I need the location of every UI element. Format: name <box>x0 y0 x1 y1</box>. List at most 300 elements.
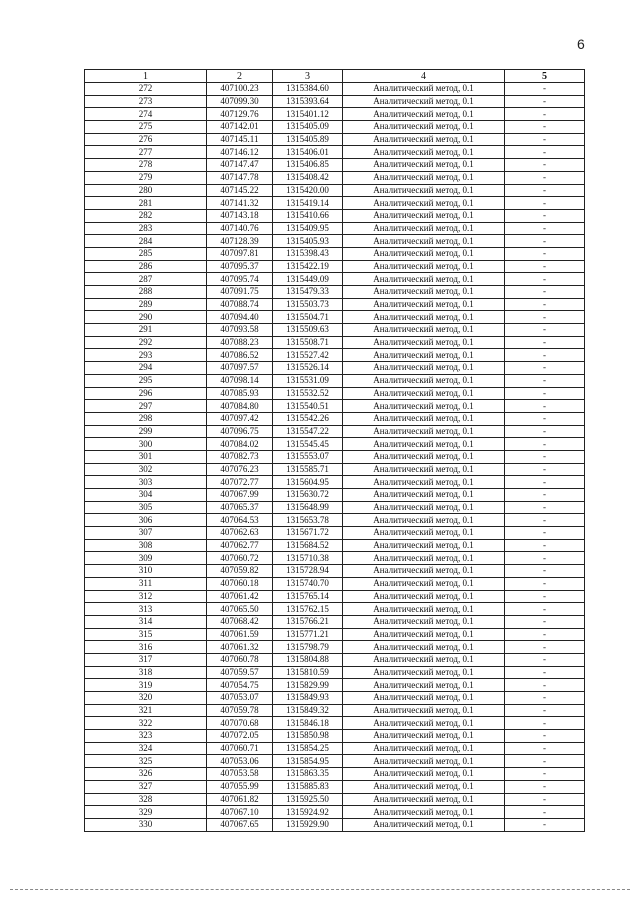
cell-y-coordinate: 1315924.92 <box>273 806 343 819</box>
cell-y-coordinate: 1315503.73 <box>273 298 343 311</box>
cell-x-coordinate: 407061.82 <box>207 793 273 806</box>
cell-x-coordinate: 407143.18 <box>207 209 273 222</box>
cell-method-accuracy: Аналитический метод, 0.1 <box>343 730 505 743</box>
cell-note: - <box>505 628 585 641</box>
cell-y-coordinate: 1315420.00 <box>273 184 343 197</box>
cell-x-coordinate: 407086.52 <box>207 349 273 362</box>
cell-point-number: 307 <box>85 527 207 540</box>
cell-point-number: 296 <box>85 387 207 400</box>
cell-note: - <box>505 704 585 717</box>
cell-point-number: 300 <box>85 438 207 451</box>
cell-note: - <box>505 806 585 819</box>
cell-method-accuracy: Аналитический метод, 0.1 <box>343 374 505 387</box>
cell-method-accuracy: Аналитический метод, 0.1 <box>343 818 505 831</box>
table-row <box>85 108 585 121</box>
cell-y-coordinate: 1315846.18 <box>273 717 343 730</box>
cell-y-coordinate: 1315405.93 <box>273 235 343 248</box>
cell-point-number: 314 <box>85 615 207 628</box>
cell-method-accuracy: Аналитический метод, 0.1 <box>343 742 505 755</box>
cell-point-number: 316 <box>85 641 207 654</box>
cell-method-accuracy: Аналитический метод, 0.1 <box>343 793 505 806</box>
cell-method-accuracy: Аналитический метод, 0.1 <box>343 438 505 451</box>
cell-point-number: 325 <box>85 755 207 768</box>
cell-x-coordinate: 407068.42 <box>207 615 273 628</box>
cell-note: - <box>505 730 585 743</box>
cell-method-accuracy: Аналитический метод, 0.1 <box>343 133 505 146</box>
cell-x-coordinate: 407095.37 <box>207 260 273 273</box>
cell-method-accuracy: Аналитический метод, 0.1 <box>343 121 505 134</box>
cell-method-accuracy: Аналитический метод, 0.1 <box>343 400 505 413</box>
cell-note: - <box>505 133 585 146</box>
cell-note: - <box>505 489 585 502</box>
cell-note: - <box>505 171 585 184</box>
cell-y-coordinate: 1315804.88 <box>273 653 343 666</box>
table-row <box>85 565 585 578</box>
table-row <box>85 590 585 603</box>
cell-method-accuracy: Аналитический метод, 0.1 <box>343 628 505 641</box>
cell-note: - <box>505 412 585 425</box>
cell-note: - <box>505 666 585 679</box>
table-row <box>85 450 585 463</box>
table-row <box>85 806 585 819</box>
cell-method-accuracy: Аналитический метод, 0.1 <box>343 222 505 235</box>
cell-y-coordinate: 1315406.01 <box>273 146 343 159</box>
cell-y-coordinate: 1315449.09 <box>273 273 343 286</box>
cell-point-number: 272 <box>85 83 207 96</box>
cell-point-number: 273 <box>85 95 207 108</box>
cell-method-accuracy: Аналитический метод, 0.1 <box>343 273 505 286</box>
cell-method-accuracy: Аналитический метод, 0.1 <box>343 615 505 628</box>
cell-method-accuracy: Аналитический метод, 0.1 <box>343 260 505 273</box>
cell-note: - <box>505 768 585 781</box>
cell-point-number: 291 <box>85 324 207 337</box>
table-row <box>85 768 585 781</box>
cell-y-coordinate: 1315653.78 <box>273 514 343 527</box>
cell-method-accuracy: Аналитический метод, 0.1 <box>343 247 505 260</box>
cell-x-coordinate: 407064.53 <box>207 514 273 527</box>
cell-method-accuracy: Аналитический метод, 0.1 <box>343 641 505 654</box>
cell-y-coordinate: 1315504.71 <box>273 311 343 324</box>
cell-note: - <box>505 260 585 273</box>
table-row <box>85 298 585 311</box>
cell-x-coordinate: 407128.39 <box>207 235 273 248</box>
cell-point-number: 282 <box>85 209 207 222</box>
cell-note: - <box>505 336 585 349</box>
cell-y-coordinate: 1315929.90 <box>273 818 343 831</box>
header-row <box>85 70 585 83</box>
cell-y-coordinate: 1315409.95 <box>273 222 343 235</box>
cell-y-coordinate: 1315527.42 <box>273 349 343 362</box>
cell-note: - <box>505 565 585 578</box>
cell-note: - <box>505 501 585 514</box>
table-row <box>85 793 585 806</box>
cell-y-coordinate: 1315542.26 <box>273 412 343 425</box>
cell-x-coordinate: 407085.93 <box>207 387 273 400</box>
cell-y-coordinate: 1315710.38 <box>273 552 343 565</box>
cell-x-coordinate: 407059.82 <box>207 565 273 578</box>
cell-x-coordinate: 407061.59 <box>207 628 273 641</box>
cell-note: - <box>505 463 585 476</box>
table-row <box>85 717 585 730</box>
header-col-2: 2 <box>207 70 273 83</box>
cell-x-coordinate: 407053.58 <box>207 768 273 781</box>
cell-x-coordinate: 407054.75 <box>207 679 273 692</box>
cell-point-number: 294 <box>85 362 207 375</box>
header-col-5: 5 <box>505 70 585 83</box>
table-row <box>85 311 585 324</box>
cell-point-number: 324 <box>85 742 207 755</box>
table-row <box>85 425 585 438</box>
cell-method-accuracy: Аналитический метод, 0.1 <box>343 184 505 197</box>
cell-note: - <box>505 184 585 197</box>
cell-point-number: 281 <box>85 197 207 210</box>
cell-note: - <box>505 247 585 260</box>
cell-note: - <box>505 717 585 730</box>
cell-method-accuracy: Аналитический метод, 0.1 <box>343 704 505 717</box>
cell-method-accuracy: Аналитический метод, 0.1 <box>343 590 505 603</box>
cell-method-accuracy: Аналитический метод, 0.1 <box>343 653 505 666</box>
cell-x-coordinate: 407094.40 <box>207 311 273 324</box>
cell-x-coordinate: 407060.72 <box>207 552 273 565</box>
cell-x-coordinate: 407098.14 <box>207 374 273 387</box>
table-row <box>85 501 585 514</box>
cell-x-coordinate: 407088.23 <box>207 336 273 349</box>
cell-note: - <box>505 324 585 337</box>
cell-point-number: 298 <box>85 412 207 425</box>
table-row <box>85 260 585 273</box>
cell-method-accuracy: Аналитический метод, 0.1 <box>343 476 505 489</box>
cell-point-number: 306 <box>85 514 207 527</box>
cell-y-coordinate: 1315508.71 <box>273 336 343 349</box>
cell-x-coordinate: 407070.68 <box>207 717 273 730</box>
cell-point-number: 327 <box>85 780 207 793</box>
cell-x-coordinate: 407097.81 <box>207 247 273 260</box>
table-row <box>85 273 585 286</box>
cell-method-accuracy: Аналитический метод, 0.1 <box>343 463 505 476</box>
cell-x-coordinate: 407053.06 <box>207 755 273 768</box>
cell-method-accuracy: Аналитический метод, 0.1 <box>343 336 505 349</box>
cell-y-coordinate: 1315766.21 <box>273 615 343 628</box>
cell-x-coordinate: 407091.75 <box>207 286 273 299</box>
cell-method-accuracy: Аналитический метод, 0.1 <box>343 298 505 311</box>
cell-point-number: 295 <box>85 374 207 387</box>
cell-x-coordinate: 407055.99 <box>207 780 273 793</box>
cell-x-coordinate: 407072.77 <box>207 476 273 489</box>
cell-note: - <box>505 374 585 387</box>
cell-point-number: 284 <box>85 235 207 248</box>
cell-y-coordinate: 1315762.15 <box>273 603 343 616</box>
cell-y-coordinate: 1315405.89 <box>273 133 343 146</box>
cell-x-coordinate: 407093.58 <box>207 324 273 337</box>
cell-y-coordinate: 1315829.99 <box>273 679 343 692</box>
cell-method-accuracy: Аналитический метод, 0.1 <box>343 95 505 108</box>
cell-point-number: 320 <box>85 692 207 705</box>
table-row <box>85 235 585 248</box>
cell-y-coordinate: 1315547.22 <box>273 425 343 438</box>
table-row <box>85 489 585 502</box>
cell-point-number: 302 <box>85 463 207 476</box>
table-row <box>85 133 585 146</box>
cell-method-accuracy: Аналитический метод, 0.1 <box>343 286 505 299</box>
table-row <box>85 679 585 692</box>
table-row <box>85 171 585 184</box>
cell-x-coordinate: 407084.80 <box>207 400 273 413</box>
cell-x-coordinate: 407141.32 <box>207 197 273 210</box>
cell-y-coordinate: 1315849.93 <box>273 692 343 705</box>
cell-note: - <box>505 387 585 400</box>
cell-note: - <box>505 425 585 438</box>
cell-point-number: 275 <box>85 121 207 134</box>
cell-point-number: 274 <box>85 108 207 121</box>
cell-x-coordinate: 407096.75 <box>207 425 273 438</box>
cell-method-accuracy: Аналитический метод, 0.1 <box>343 527 505 540</box>
coordinates-table <box>84 69 585 832</box>
table-row <box>85 704 585 717</box>
header-col-3: 3 <box>273 70 343 83</box>
cell-note: - <box>505 679 585 692</box>
cell-y-coordinate: 1315401.12 <box>273 108 343 121</box>
cell-point-number: 277 <box>85 146 207 159</box>
cell-point-number: 304 <box>85 489 207 502</box>
cell-method-accuracy: Аналитический метод, 0.1 <box>343 768 505 781</box>
table-row <box>85 197 585 210</box>
table-row <box>85 755 585 768</box>
cell-point-number: 315 <box>85 628 207 641</box>
cell-note: - <box>505 400 585 413</box>
cell-x-coordinate: 407060.71 <box>207 742 273 755</box>
table-row <box>85 209 585 222</box>
cell-y-coordinate: 1315854.25 <box>273 742 343 755</box>
cell-note: - <box>505 209 585 222</box>
table-row <box>85 222 585 235</box>
cell-y-coordinate: 1315422.19 <box>273 260 343 273</box>
cell-point-number: 293 <box>85 349 207 362</box>
cell-point-number: 321 <box>85 704 207 717</box>
cell-y-coordinate: 1315384.60 <box>273 83 343 96</box>
cell-x-coordinate: 407065.37 <box>207 501 273 514</box>
cell-y-coordinate: 1315410.66 <box>273 209 343 222</box>
cell-x-coordinate: 407145.11 <box>207 133 273 146</box>
cell-point-number: 329 <box>85 806 207 819</box>
table-row <box>85 653 585 666</box>
cell-y-coordinate: 1315393.64 <box>273 95 343 108</box>
cell-x-coordinate: 407142.01 <box>207 121 273 134</box>
cell-x-coordinate: 407065.50 <box>207 603 273 616</box>
cell-x-coordinate: 407084.02 <box>207 438 273 451</box>
header-col-1: 1 <box>85 70 207 83</box>
cell-note: - <box>505 235 585 248</box>
cell-method-accuracy: Аналитический метод, 0.1 <box>343 209 505 222</box>
cell-point-number: 317 <box>85 653 207 666</box>
cell-point-number: 278 <box>85 159 207 172</box>
cell-note: - <box>505 780 585 793</box>
cell-note: - <box>505 83 585 96</box>
cell-point-number: 326 <box>85 768 207 781</box>
cell-x-coordinate: 407060.78 <box>207 653 273 666</box>
cell-x-coordinate: 407059.78 <box>207 704 273 717</box>
table-row <box>85 730 585 743</box>
cell-method-accuracy: Аналитический метод, 0.1 <box>343 146 505 159</box>
header-col-4: 4 <box>343 70 505 83</box>
cell-method-accuracy: Аналитический метод, 0.1 <box>343 806 505 819</box>
cell-method-accuracy: Аналитический метод, 0.1 <box>343 83 505 96</box>
cell-y-coordinate: 1315509.63 <box>273 324 343 337</box>
cell-note: - <box>505 514 585 527</box>
cell-point-number: 318 <box>85 666 207 679</box>
cell-point-number: 310 <box>85 565 207 578</box>
table-row <box>85 438 585 451</box>
cell-method-accuracy: Аналитический метод, 0.1 <box>343 692 505 705</box>
cell-x-coordinate: 407062.63 <box>207 527 273 540</box>
cell-method-accuracy: Аналитический метод, 0.1 <box>343 539 505 552</box>
cell-note: - <box>505 742 585 755</box>
cell-note: - <box>505 818 585 831</box>
table-row <box>85 349 585 362</box>
cell-x-coordinate: 407061.42 <box>207 590 273 603</box>
cell-method-accuracy: Аналитический метод, 0.1 <box>343 603 505 616</box>
cell-point-number: 290 <box>85 311 207 324</box>
cell-y-coordinate: 1315540.51 <box>273 400 343 413</box>
table-row <box>85 412 585 425</box>
cell-x-coordinate: 407097.57 <box>207 362 273 375</box>
cell-point-number: 309 <box>85 552 207 565</box>
cell-y-coordinate: 1315531.09 <box>273 374 343 387</box>
cell-point-number: 279 <box>85 171 207 184</box>
cell-note: - <box>505 222 585 235</box>
cell-note: - <box>505 121 585 134</box>
cell-point-number: 283 <box>85 222 207 235</box>
table-row <box>85 603 585 616</box>
cell-note: - <box>505 755 585 768</box>
cell-note: - <box>505 476 585 489</box>
table-row <box>85 336 585 349</box>
table-row <box>85 286 585 299</box>
cell-method-accuracy: Аналитический метод, 0.1 <box>343 755 505 768</box>
cell-note: - <box>505 653 585 666</box>
table-row <box>85 324 585 337</box>
table-row <box>85 552 585 565</box>
cell-method-accuracy: Аналитический метод, 0.1 <box>343 577 505 590</box>
table-row <box>85 514 585 527</box>
cell-y-coordinate: 1315798.79 <box>273 641 343 654</box>
cell-x-coordinate: 407062.77 <box>207 539 273 552</box>
cell-point-number: 313 <box>85 603 207 616</box>
cell-method-accuracy: Аналитический метод, 0.1 <box>343 666 505 679</box>
cell-note: - <box>505 552 585 565</box>
table-row <box>85 539 585 552</box>
cell-point-number: 330 <box>85 818 207 831</box>
table-row <box>85 247 585 260</box>
cell-method-accuracy: Аналитический метод, 0.1 <box>343 552 505 565</box>
cell-y-coordinate: 1315849.32 <box>273 704 343 717</box>
cell-method-accuracy: Аналитический метод, 0.1 <box>343 171 505 184</box>
cell-note: - <box>505 349 585 362</box>
table-row <box>85 121 585 134</box>
cell-x-coordinate: 407146.12 <box>207 146 273 159</box>
cell-point-number: 328 <box>85 793 207 806</box>
cell-point-number: 288 <box>85 286 207 299</box>
table-row <box>85 742 585 755</box>
table-row <box>85 95 585 108</box>
cell-method-accuracy: Аналитический метод, 0.1 <box>343 197 505 210</box>
cell-note: - <box>505 298 585 311</box>
cell-x-coordinate: 407147.78 <box>207 171 273 184</box>
cell-x-coordinate: 407067.65 <box>207 818 273 831</box>
cell-y-coordinate: 1315728.94 <box>273 565 343 578</box>
cell-x-coordinate: 407140.76 <box>207 222 273 235</box>
table-row <box>85 463 585 476</box>
cell-point-number: 287 <box>85 273 207 286</box>
cell-point-number: 311 <box>85 577 207 590</box>
table-row <box>85 780 585 793</box>
cell-point-number: 322 <box>85 717 207 730</box>
cell-point-number: 280 <box>85 184 207 197</box>
cell-method-accuracy: Аналитический метод, 0.1 <box>343 679 505 692</box>
cell-x-coordinate: 407088.74 <box>207 298 273 311</box>
cell-note: - <box>505 197 585 210</box>
cell-point-number: 297 <box>85 400 207 413</box>
table-row <box>85 159 585 172</box>
cell-method-accuracy: Аналитический метод, 0.1 <box>343 362 505 375</box>
cell-y-coordinate: 1315740.70 <box>273 577 343 590</box>
cell-point-number: 286 <box>85 260 207 273</box>
cell-point-number: 312 <box>85 590 207 603</box>
cell-note: - <box>505 793 585 806</box>
cell-y-coordinate: 1315398.43 <box>273 247 343 260</box>
cell-note: - <box>505 590 585 603</box>
cell-y-coordinate: 1315810.59 <box>273 666 343 679</box>
table-row <box>85 83 585 96</box>
cell-y-coordinate: 1315671.72 <box>273 527 343 540</box>
cell-x-coordinate: 407099.30 <box>207 95 273 108</box>
bottom-divider <box>10 889 630 890</box>
table-row <box>85 615 585 628</box>
cell-x-coordinate: 407067.99 <box>207 489 273 502</box>
cell-method-accuracy: Аналитический метод, 0.1 <box>343 159 505 172</box>
cell-y-coordinate: 1315526.14 <box>273 362 343 375</box>
cell-x-coordinate: 407059.57 <box>207 666 273 679</box>
table-row <box>85 400 585 413</box>
table-row <box>85 641 585 654</box>
cell-point-number: 276 <box>85 133 207 146</box>
cell-y-coordinate: 1315630.72 <box>273 489 343 502</box>
cell-note: - <box>505 146 585 159</box>
table-row <box>85 692 585 705</box>
cell-note: - <box>505 615 585 628</box>
cell-note: - <box>505 108 585 121</box>
cell-method-accuracy: Аналитический метод, 0.1 <box>343 450 505 463</box>
cell-point-number: 319 <box>85 679 207 692</box>
cell-y-coordinate: 1315854.95 <box>273 755 343 768</box>
cell-y-coordinate: 1315585.71 <box>273 463 343 476</box>
cell-x-coordinate: 407082.73 <box>207 450 273 463</box>
cell-x-coordinate: 407061.32 <box>207 641 273 654</box>
table-row <box>85 146 585 159</box>
cell-x-coordinate: 407072.05 <box>207 730 273 743</box>
cell-x-coordinate: 407095.74 <box>207 273 273 286</box>
cell-point-number: 308 <box>85 539 207 552</box>
cell-y-coordinate: 1315545.45 <box>273 438 343 451</box>
cell-x-coordinate: 407053.07 <box>207 692 273 705</box>
cell-y-coordinate: 1315553.07 <box>273 450 343 463</box>
cell-y-coordinate: 1315684.52 <box>273 539 343 552</box>
cell-point-number: 323 <box>85 730 207 743</box>
cell-method-accuracy: Аналитический метод, 0.1 <box>343 489 505 502</box>
cell-method-accuracy: Аналитический метод, 0.1 <box>343 780 505 793</box>
table-row <box>85 628 585 641</box>
cell-note: - <box>505 159 585 172</box>
cell-y-coordinate: 1315765.14 <box>273 590 343 603</box>
